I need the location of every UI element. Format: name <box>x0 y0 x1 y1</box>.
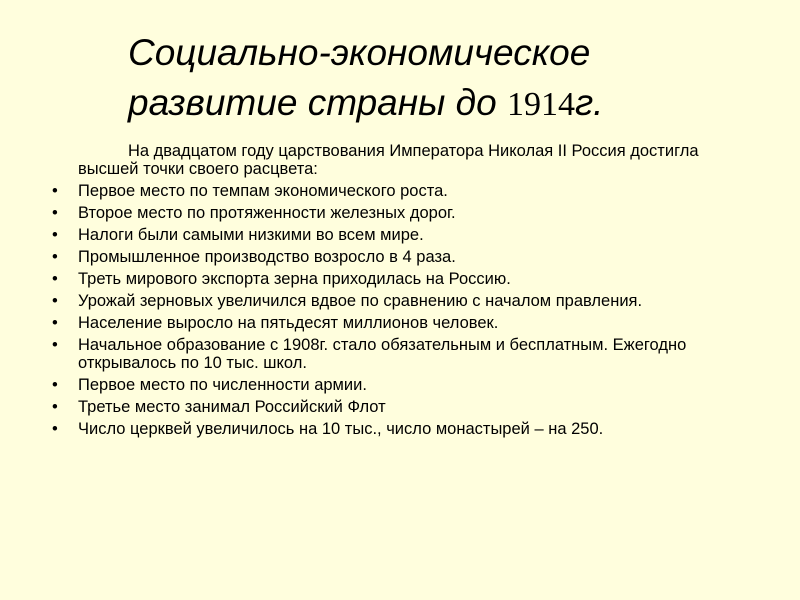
bullet-item <box>50 376 750 394</box>
bullet-item <box>50 248 750 266</box>
bullet-icon: • <box>52 226 58 244</box>
bullet-item <box>50 398 750 416</box>
title-year: 1914 <box>506 86 575 123</box>
intro-paragraph: На двадцатом году царствования Императора Николая II Россия достигла высшей точки своего расцвета: <box>78 142 699 178</box>
bullet-item <box>50 314 750 332</box>
bullet-icon: • <box>52 248 58 266</box>
title-suffix: г. <box>574 82 604 123</box>
bullet-text: Промышленное производство возросло в 4 раза. <box>78 248 456 266</box>
bullet-text: Начальное образование с 1908г. стало обязательным и бесплатным. Ежегодно открывалось по 10 тыс. школ. <box>78 336 687 372</box>
bullet-icon: • <box>52 398 58 416</box>
bullet-text: Второе место по протяженности железных дорог. <box>78 204 456 222</box>
slide-body <box>50 142 750 442</box>
bullet-text: Первое место по темпам экономического роста. <box>78 182 448 200</box>
bullet-icon: • <box>52 376 58 394</box>
bullet-icon: • <box>52 336 58 354</box>
slide-title <box>128 28 728 130</box>
bullet-text: Третье место занимал Российский Флот <box>78 398 386 416</box>
bullet-item <box>50 292 750 310</box>
title-line-2: развитие страны до <box>128 82 507 123</box>
bullet-item <box>50 420 750 438</box>
bullet-item <box>50 226 750 244</box>
bullet-text: Налоги были самыми низкими во всем мире. <box>78 226 424 244</box>
bullet-icon: • <box>52 292 58 310</box>
bullet-text: Первое место по численности армии. <box>78 376 367 394</box>
bullet-text: Треть мирового экспорта зерна приходилась на Россию. <box>78 270 511 288</box>
bullet-text: Урожай зерновых увеличился вдвое по сравнению с началом правления. <box>78 292 643 310</box>
title-line-1: Социально-экономическое <box>128 32 591 73</box>
bullet-icon: • <box>52 314 58 332</box>
bullet-icon: • <box>52 182 58 200</box>
bullet-item <box>50 204 750 222</box>
bullet-text: Число церквей увеличилось на 10 тыс., число монастырей – на 250. <box>78 420 604 438</box>
bullet-item <box>50 270 750 288</box>
bullet-icon: • <box>52 420 58 438</box>
bullet-list <box>50 182 750 438</box>
bullet-text: Население выросло на пятьдесят миллионов человек. <box>78 314 499 332</box>
bullet-item <box>50 336 750 372</box>
bullet-item <box>50 182 750 200</box>
bullet-icon: • <box>52 204 58 222</box>
bullet-icon: • <box>52 270 58 288</box>
